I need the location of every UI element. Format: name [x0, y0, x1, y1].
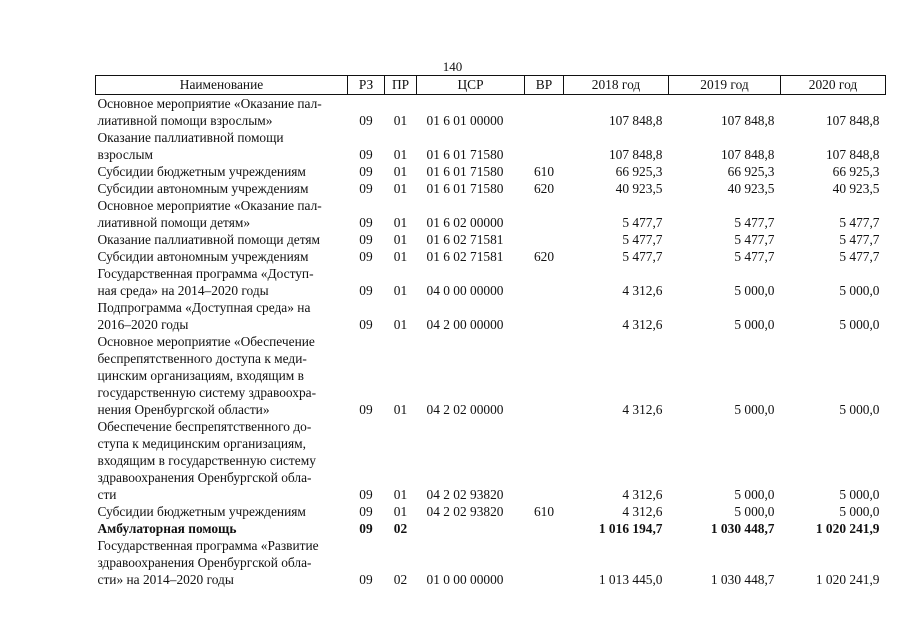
cell-2018: 1 016 194,7 — [598, 521, 663, 536]
cell-pr: 01 — [393, 215, 408, 230]
table-row — [96, 299, 886, 333]
cell-2018: 40 923,5 — [615, 181, 663, 196]
cell-csr — [417, 520, 525, 537]
cell-name: Субсидии бюджетным учреждениям — [97, 504, 306, 519]
cell-vr — [525, 418, 564, 503]
cell-2019: 5 477,7 — [734, 232, 775, 247]
cell-name: Основное мероприятие «Оказание пал- лиативной помощи взрослым» — [97, 96, 322, 128]
cell-rz: 09 — [359, 181, 373, 196]
cell-2019: 5 000,0 — [734, 504, 775, 519]
cell-vr — [525, 129, 564, 163]
header-csr: ЦСР — [417, 76, 525, 95]
cell-2020: 5 000,0 — [839, 402, 880, 417]
cell-2019: 1 030 448,7 — [710, 521, 775, 536]
table-row — [96, 537, 886, 588]
cell-csr: 04 2 02 00000 — [426, 402, 504, 417]
cell-vr: 620 — [533, 181, 555, 196]
cell-vr — [525, 333, 564, 418]
table-row — [96, 231, 886, 248]
header-year-2020: 2020 год — [781, 76, 886, 95]
cell-vr: 620 — [533, 249, 555, 264]
table-row — [96, 180, 886, 197]
cell-2018: 4 312,6 — [622, 487, 663, 502]
cell-vr — [525, 197, 564, 231]
cell-name: Оказание паллиативной помощи детям — [97, 232, 321, 247]
cell-name: Государственная программа «Развитие здравоохранения Оренбургской обла- сти» на 2014–2020 годы — [97, 538, 319, 587]
cell-pr: 02 — [393, 572, 408, 587]
cell-pr: 01 — [393, 113, 408, 128]
cell-pr: 01 — [393, 249, 408, 264]
table-body — [96, 95, 886, 589]
cell-2019: 107 848,8 — [720, 147, 775, 162]
cell-name: Субсидии бюджетным учреждениям — [97, 164, 306, 179]
table-row — [96, 197, 886, 231]
cell-csr: 01 6 01 71580 — [426, 181, 504, 196]
cell-2018: 107 848,8 — [608, 147, 663, 162]
header-vr: ВР — [525, 76, 564, 95]
cell-2019: 107 848,8 — [720, 113, 775, 128]
header-pr: ПР — [385, 76, 417, 95]
cell-2019: 5 477,7 — [734, 249, 775, 264]
cell-2019: 5 000,0 — [734, 283, 775, 298]
cell-2019: 66 925,3 — [727, 164, 775, 179]
cell-2020: 5 477,7 — [839, 215, 880, 230]
cell-rz: 09 — [359, 504, 373, 519]
cell-2018: 4 312,6 — [622, 317, 663, 332]
cell-rz: 09 — [359, 572, 373, 587]
cell-name: Основное мероприятие «Оказание пал- лиативной помощи детям» — [97, 198, 322, 230]
cell-pr: 01 — [393, 317, 408, 332]
table-row — [96, 265, 886, 299]
cell-rz: 09 — [359, 283, 373, 298]
budget-table-container — [95, 75, 885, 588]
cell-pr: 01 — [393, 164, 408, 179]
cell-rz: 09 — [359, 147, 373, 162]
cell-2018: 4 312,6 — [622, 283, 663, 298]
cell-csr: 01 6 02 71581 — [426, 232, 504, 247]
cell-rz: 09 — [359, 164, 373, 179]
cell-2020: 1 020 241,9 — [815, 572, 880, 587]
cell-2018: 66 925,3 — [615, 164, 663, 179]
cell-name: Обеспечение беспрепятственного до- ступа к медицинским организациям, входящим в государственную систему здравоохранения Оренбургской обла- сти — [97, 419, 316, 502]
cell-rz: 09 — [359, 402, 373, 417]
cell-vr — [525, 299, 564, 333]
cell-vr — [525, 520, 564, 537]
cell-pr: 01 — [393, 181, 408, 196]
cell-csr: 01 6 01 71580 — [426, 147, 504, 162]
cell-2019: 5 000,0 — [734, 317, 775, 332]
cell-csr: 01 6 02 00000 — [426, 215, 504, 230]
cell-vr — [525, 231, 564, 248]
cell-vr — [525, 537, 564, 588]
cell-rz: 09 — [359, 232, 373, 247]
cell-csr: 04 0 00 00000 — [426, 283, 504, 298]
cell-rz: 09 — [359, 317, 373, 332]
cell-2019: 5 477,7 — [734, 215, 775, 230]
cell-csr: 01 6 02 71581 — [426, 249, 504, 264]
cell-csr: 04 2 02 93820 — [426, 504, 504, 519]
cell-2020: 5 477,7 — [839, 249, 880, 264]
cell-2020: 5 000,0 — [839, 317, 880, 332]
cell-vr — [525, 265, 564, 299]
cell-2020: 5 000,0 — [839, 487, 880, 502]
cell-name: Подпрограмма «Доступная среда» на 2016–2020 годы — [97, 300, 311, 332]
cell-2020: 107 848,8 — [825, 147, 880, 162]
cell-2018: 5 477,7 — [622, 249, 663, 264]
cell-name: Основное мероприятие «Обеспечение беспрепятственного доступа к меди- цинским организациям, входящим в государственную систему здравоохра- нения Оренбургской области» — [97, 334, 317, 417]
cell-pr: 01 — [393, 283, 408, 298]
cell-rz: 09 — [359, 487, 373, 502]
cell-name: Субсидии автономным учреждениям — [97, 249, 309, 264]
cell-rz: 09 — [359, 215, 373, 230]
page-number: 140 — [442, 59, 463, 74]
cell-2018: 4 312,6 — [622, 504, 663, 519]
cell-pr: 02 — [393, 521, 408, 536]
cell-2020: 5 000,0 — [839, 283, 880, 298]
table-row — [96, 333, 886, 418]
cell-pr: 01 — [393, 147, 408, 162]
cell-name: Государственная программа «Доступ- ная среда» на 2014–2020 годы — [97, 266, 314, 298]
cell-2019: 5 000,0 — [734, 487, 775, 502]
header-row — [96, 76, 886, 95]
cell-pr: 01 — [393, 232, 408, 247]
cell-rz: 09 — [359, 249, 373, 264]
cell-2019: 40 923,5 — [727, 181, 775, 196]
cell-name: Амбулаторная помощь — [97, 521, 237, 536]
table-row — [96, 503, 886, 520]
cell-2018: 5 477,7 — [622, 232, 663, 247]
cell-rz: 09 — [359, 113, 373, 128]
cell-2020: 5 000,0 — [839, 504, 880, 519]
cell-2018: 1 013 445,0 — [598, 572, 663, 587]
cell-csr: 01 0 00 00000 — [426, 572, 504, 587]
cell-2020: 5 477,7 — [839, 232, 880, 247]
cell-csr: 04 2 02 93820 — [426, 487, 504, 502]
cell-rz: 09 — [359, 521, 373, 536]
header-year-2019: 2019 год — [669, 76, 781, 95]
cell-csr: 04 2 00 00000 — [426, 317, 504, 332]
cell-2019: 5 000,0 — [734, 402, 775, 417]
table-row — [96, 95, 886, 130]
cell-vr: 610 — [533, 164, 555, 179]
table-row — [96, 129, 886, 163]
cell-name: Субсидии автономным учреждениям — [97, 181, 309, 196]
table-row — [96, 163, 886, 180]
cell-2020: 107 848,8 — [825, 113, 880, 128]
cell-2018: 4 312,6 — [622, 402, 663, 417]
cell-2020: 1 020 241,9 — [815, 521, 880, 536]
table-row — [96, 520, 886, 537]
header-name: Наименование — [96, 76, 348, 95]
header-rz: РЗ — [348, 76, 385, 95]
cell-csr: 01 6 01 00000 — [426, 113, 504, 128]
budget-table — [95, 75, 886, 588]
cell-2020: 40 923,5 — [832, 181, 880, 196]
table-header — [96, 76, 886, 95]
cell-2018: 107 848,8 — [608, 113, 663, 128]
cell-vr — [525, 95, 564, 130]
header-year-2018: 2018 год — [564, 76, 669, 95]
cell-pr: 01 — [393, 504, 408, 519]
cell-name: Оказание паллиативной помощи взрослым — [97, 130, 284, 162]
cell-pr: 01 — [393, 487, 408, 502]
cell-2020: 66 925,3 — [832, 164, 880, 179]
cell-vr: 610 — [533, 504, 555, 519]
table-row — [96, 418, 886, 503]
cell-2019: 1 030 448,7 — [710, 572, 775, 587]
cell-csr: 01 6 01 71580 — [426, 164, 504, 179]
table-row — [96, 248, 886, 265]
cell-pr: 01 — [393, 402, 408, 417]
cell-2018: 5 477,7 — [622, 215, 663, 230]
